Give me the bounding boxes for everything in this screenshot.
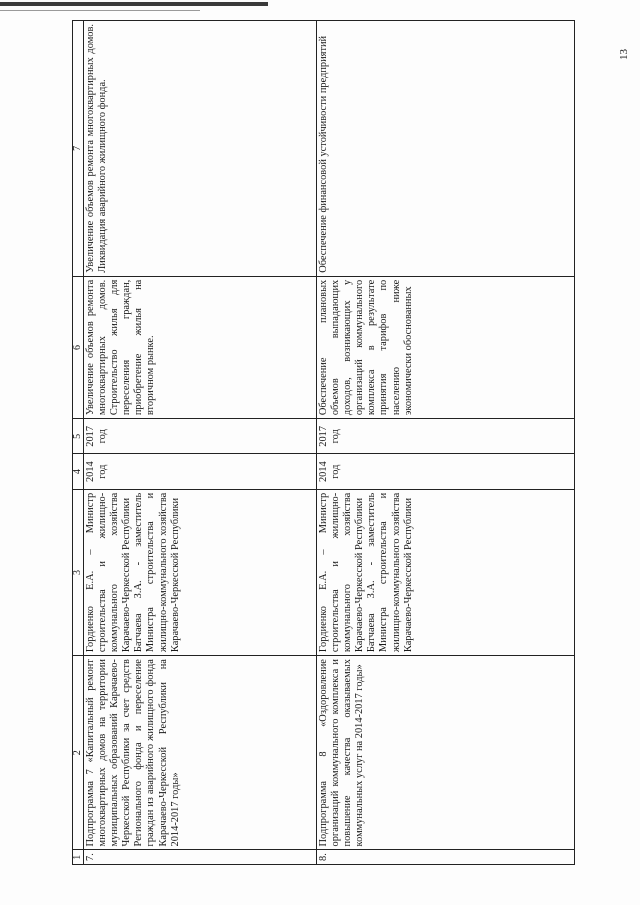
row-number: 8. xyxy=(317,850,575,865)
header-cell: 4 xyxy=(73,454,84,489)
start-year: 2014 год xyxy=(317,454,575,489)
responsible-person: Гордиенко Е.А. – Министр строительства и жилищно-коммунального хозяйства Карачаево-Черкесской Республики xyxy=(85,492,133,653)
table-row xyxy=(84,21,317,865)
header-cell: 5 xyxy=(73,419,84,454)
header-cell: 2 xyxy=(73,656,84,850)
responsible-person: Батчаева З.А. - заместитель Министра строительства и жилищно-коммунального хозяйства Карачаево-Черкесской Республики xyxy=(133,492,181,653)
rotated-table-container xyxy=(72,20,622,865)
consequences: Обеспечение финансовой устойчивости предприятий xyxy=(317,21,575,277)
subprogram-name: Подпрограмма 7 «Капитальный ремонт многоквартирных домов на территории муниципальных образований Карачаево-Черкесской Республики за счет средств Регионального фонда и переселение граждан из аварийного жилищного фонда Карачаево-Черкесской Республики на 2014-2017 годы» xyxy=(84,656,317,850)
header-cell: 6 xyxy=(73,276,84,418)
scan-top-border xyxy=(0,2,268,6)
header-cell: 7 xyxy=(73,21,84,277)
program-table xyxy=(72,20,575,865)
subprogram-name: Подпрограмма 8 «Оздоровление организаций коммунального комплекса и повышение качества оказываемых коммунальных услуг на 2014-2017 годы» xyxy=(317,656,575,850)
expected-result: Обеспечение плановых объемов выпадающих доходов, возникающих у организаций коммунального комплекса в результате принятия тарифов по населению ниже экономически обоснованных xyxy=(317,276,575,418)
end-year: 2017 год xyxy=(84,419,317,454)
start-year: 2014 год xyxy=(84,454,317,489)
responsible-cell xyxy=(84,489,317,655)
table-row xyxy=(317,21,575,865)
responsible-cell xyxy=(317,489,575,655)
row-number: 7. xyxy=(84,850,317,865)
responsible-person: Гордиенко Е.А. – Министр строительства и жилищно-коммунального хозяйства Карачаево-Черкесской Республики xyxy=(318,492,366,653)
table-header-row xyxy=(73,21,84,865)
responsible-person: Батчаева З.А. - заместитель Министра строительства и жилищно-коммунального хозяйства Карачаево-Черкесской Республики xyxy=(366,492,414,653)
scan-top-line xyxy=(0,10,200,11)
page-number: 13 xyxy=(618,49,630,60)
header-cell: 1 xyxy=(73,850,84,865)
expected-result: Увеличение объемов ремонта многоквартирных домов. Строительство жилья для переселения граждан, приобретение жилья на вторичном рынке. xyxy=(84,276,317,418)
end-year: 2017 год xyxy=(317,419,575,454)
header-cell: 3 xyxy=(73,489,84,655)
consequences: Увеличение объемов ремонта многоквартирных домов. Ликвидация аварийного жилищного фонда. xyxy=(84,21,317,277)
